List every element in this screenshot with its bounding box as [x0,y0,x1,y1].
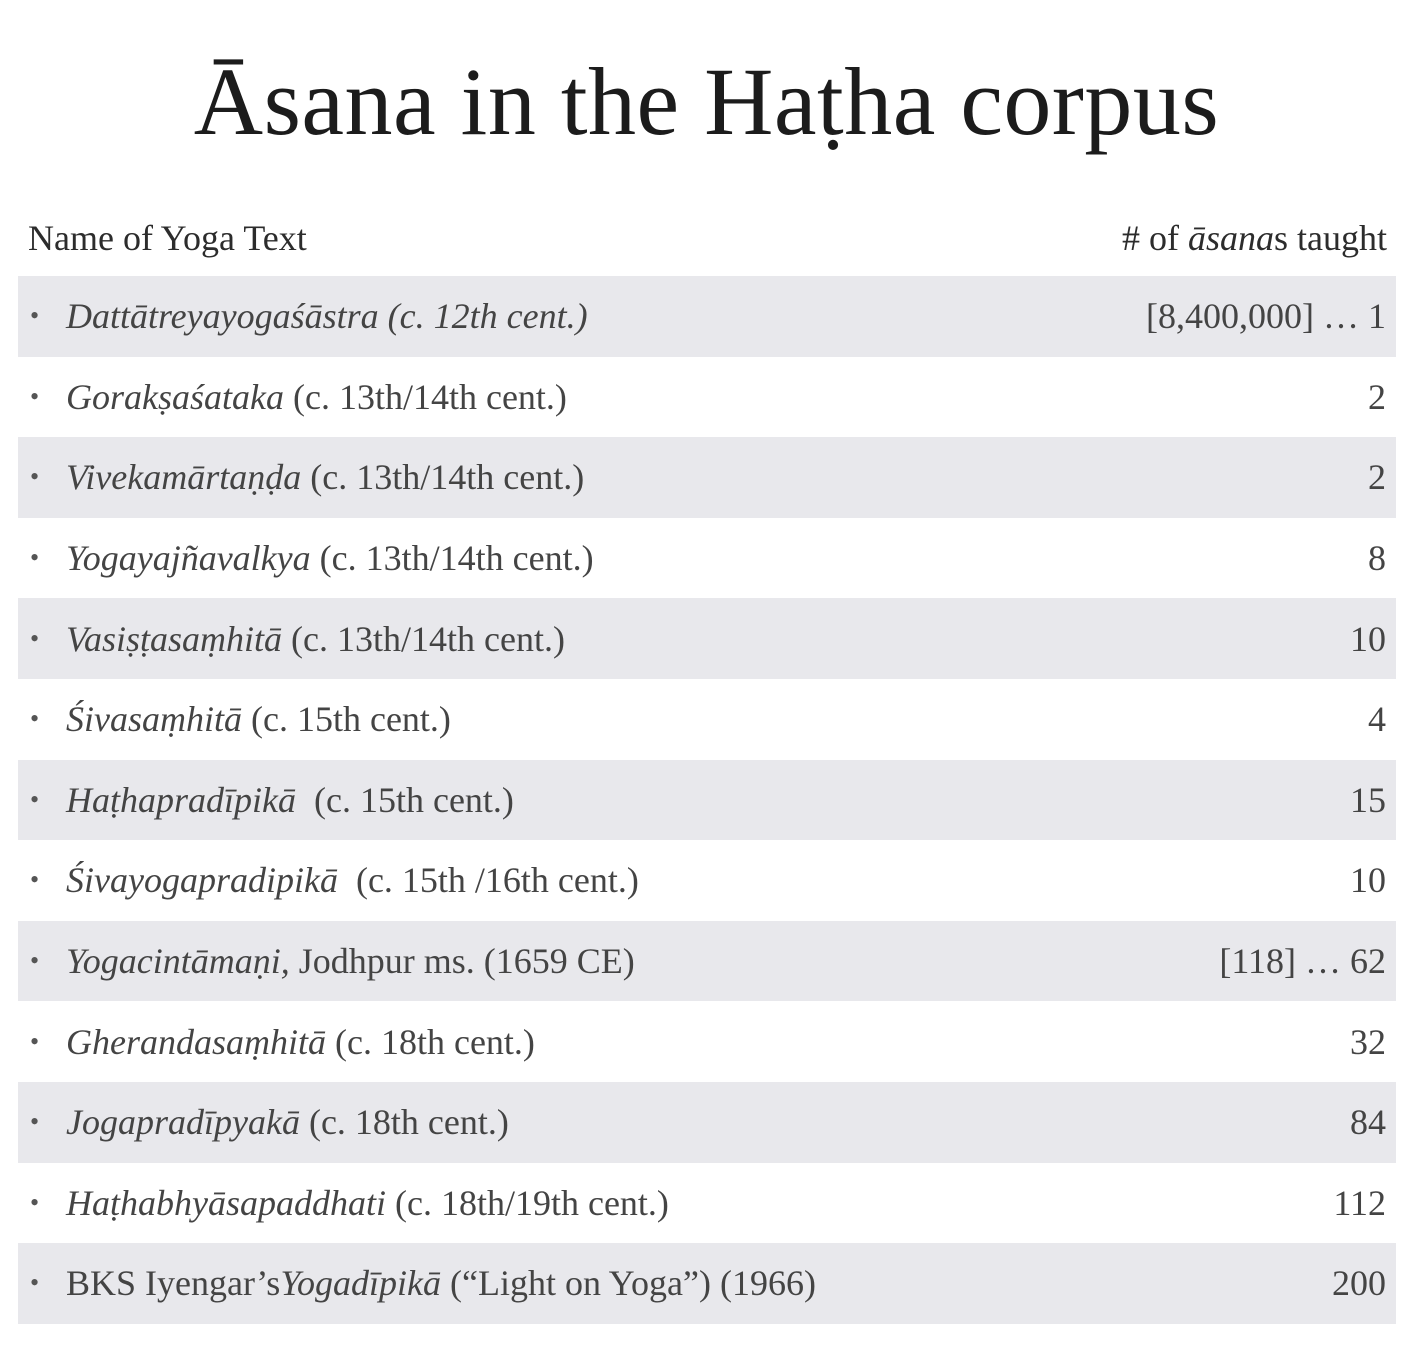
column-header-asana-count [1122,217,1387,259]
text-date: (c. 13th/14th cent.) [310,538,594,579]
bullet-icon: • [30,381,40,411]
table-row [18,840,1396,921]
asana-count: 32 [1350,1021,1386,1062]
table-row [18,1082,1396,1163]
row-text-cell [30,1101,509,1143]
text-name: Haṭhabhyāsapaddhati [66,1182,386,1223]
text-prefix: BKS Iyengar’s [66,1263,281,1304]
text-name: Jogapradīpyakā [66,1102,300,1143]
table-row [18,598,1396,679]
count-header-italic: āsana [1187,218,1274,258]
text-name: Śivayogapradipikā [66,860,338,901]
row-text-cell [30,1182,669,1224]
row-text-cell [30,1262,816,1304]
bullet-icon: • [30,301,40,331]
asana-count: 10 [1350,618,1386,659]
text-name: Yogacintāmaṇi, [66,941,290,982]
bullet-icon: • [30,1187,40,1217]
text-name: Vasiṣṭasaṃhitā [66,618,283,659]
row-text-cell [30,1021,535,1063]
text-name: Haṭhapradīpikā [66,779,296,820]
bullet-icon: • [30,462,40,492]
row-text-cell [30,779,514,821]
table-row [18,1001,1396,1082]
asana-count: 84 [1350,1102,1386,1143]
text-name: Gorakṣaśataka [66,376,284,417]
bullet-icon: • [30,946,40,976]
row-text-cell [30,618,565,660]
row-text-cell [30,940,635,982]
page-title: Āsana in the Haṭha corpus [193,48,1220,155]
row-text-cell [30,698,451,740]
table-row [18,437,1396,518]
text-date: (c. 15th cent.) [296,779,514,820]
text-date: (c. 15th /16th cent.) [337,860,639,901]
asana-count: [118] … 62 [1219,941,1386,982]
table-row [18,679,1396,760]
row-text-cell [30,537,594,579]
column-header-text-name: Name of Yoga Text [28,218,307,258]
asana-count: 15 [1350,779,1386,820]
text-date: (c. 12th cent.) [378,296,588,337]
row-text-cell [30,376,567,418]
asana-count: 200 [1332,1263,1386,1304]
asana-count: 112 [1333,1182,1386,1223]
table-row [18,357,1396,438]
bullet-icon: • [30,1026,40,1056]
count-header-suffix: s taught [1274,218,1387,258]
text-name: Gherandasaṃhitā [66,1021,326,1062]
asana-count: 8 [1368,538,1386,579]
asana-count: 4 [1368,699,1386,740]
bullet-icon: • [30,623,40,653]
text-date: (c. 15th cent.) [242,699,451,740]
bullet-icon: • [30,865,40,895]
text-date: (c. 18th cent.) [326,1021,535,1062]
text-date: (c. 18th cent.) [299,1102,509,1143]
table-row [18,1163,1396,1244]
bullet-icon: • [30,1107,40,1137]
text-date: (c. 18th/19th cent.) [386,1182,669,1223]
text-name: Vivekamārtaṇḍa [66,457,302,498]
text-name: Yogayajñavalkya [66,538,311,579]
text-date: (c. 13th/14th cent.) [282,618,565,659]
asana-count: [8,400,000] … 1 [1146,296,1386,337]
text-name: Dattātreyayogaśāstra [66,296,379,337]
text-date: Jodhpur ms. (1659 CE) [289,941,635,982]
bullet-icon: • [30,543,40,573]
yoga-texts-table [18,276,1396,1324]
count-header-prefix: # of [1121,218,1188,258]
row-text-cell [30,859,639,901]
asana-count: 10 [1350,860,1386,901]
bullet-icon: • [30,704,40,734]
table-row [18,921,1396,1002]
bullet-icon: • [30,1268,40,1298]
row-text-cell [30,295,588,337]
text-date: (“Light on Yoga”) (1966) [441,1263,816,1304]
table-header [28,210,1387,266]
table-row [18,760,1396,841]
asana-count: 2 [1368,457,1386,498]
text-date: (c. 13th/14th cent.) [301,457,585,498]
table-row [18,1243,1396,1324]
table-row [18,518,1396,599]
text-name: Yogadīpikā [280,1263,442,1304]
table-row [18,276,1396,357]
asana-count: 2 [1368,376,1386,417]
row-text-cell [30,456,584,498]
bullet-icon: • [30,784,40,814]
text-name: Śivasaṃhitā [66,699,242,740]
text-date: (c. 13th/14th cent.) [284,376,567,417]
